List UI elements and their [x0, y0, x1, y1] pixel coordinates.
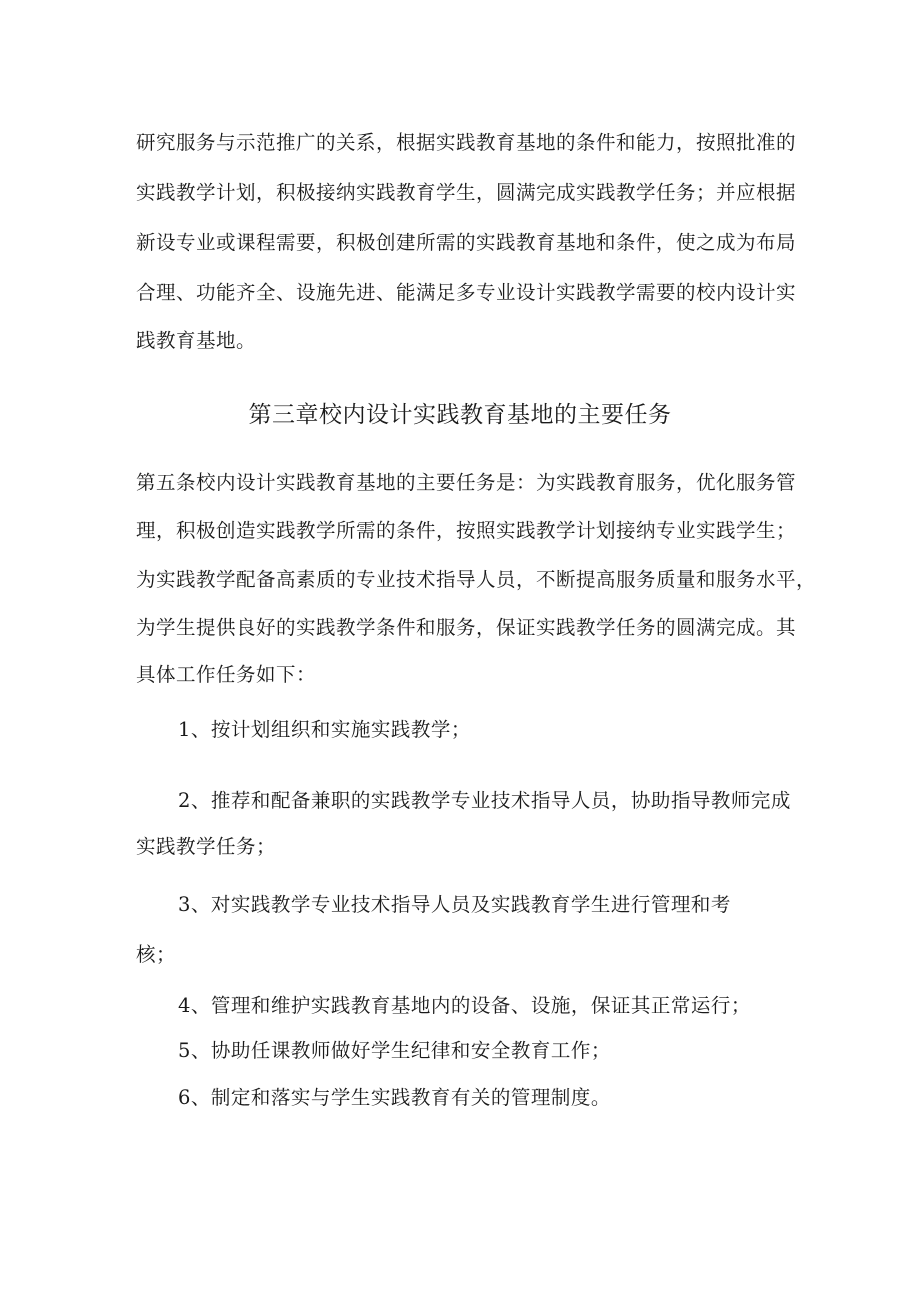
- paragraph-line: 为实践教学配备高素质的专业技术指导人员，不断提高服务质量和服务水平，: [136, 568, 817, 591]
- paragraph-line: 具体工作任务如下：: [136, 663, 317, 686]
- chapter-heading: 第三章校内设计实践教育基地的主要任务: [248, 402, 672, 428]
- paragraph-line: 新设专业或课程需要，积极创建所需的实践教育基地和条件，使之成为布局: [136, 231, 797, 254]
- paragraph-line: 理，积极创造实践教学所需的条件，按照实践教学计划接纳专业实践学生；: [136, 519, 797, 542]
- list-item-3: 3、对实践教学专业技术指导人员及实践教育学生进行管理和考: [178, 893, 731, 916]
- list-item-1: 1、按计划组织和实施实践教学；: [178, 718, 471, 741]
- list-item-6: 6、制定和落实与学生实践教育有关的管理制度。: [178, 1086, 611, 1109]
- paragraph-line: 践教育基地。: [136, 329, 257, 352]
- paragraph-line: 合理、功能齐全、设施先进、能满足多专业设计实践教学需要的校内设计实: [136, 281, 797, 304]
- paragraph-line: 研究服务与示范推广的关系，根据实践教育基地的条件和能力，按照批准的: [136, 131, 797, 154]
- list-item-2: 2、推荐和配备兼职的实践教学专业技术指导人员，协助指导教师完成: [178, 789, 791, 812]
- list-item-3-cont: 核；: [136, 943, 177, 966]
- list-item-5: 5、协助任课教师做好学生纪律和安全教育工作；: [178, 1039, 611, 1062]
- paragraph-line: 第五条校内设计实践教育基地的主要任务是：为实践教育服务，优化服务管: [136, 471, 797, 494]
- paragraph-line: 实践教学计划，积极接纳实践教育学生，圆满完成实践教学任务；并应根据: [136, 181, 797, 204]
- list-item-2-cont: 实践教学任务；: [136, 835, 277, 858]
- list-item-4: 4、管理和维护实践教育基地内的设备、设施，保证其正常运行；: [178, 994, 751, 1017]
- paragraph-line: 为学生提供良好的实践教学条件和服务，保证实践教学任务的圆满完成。其: [136, 616, 797, 639]
